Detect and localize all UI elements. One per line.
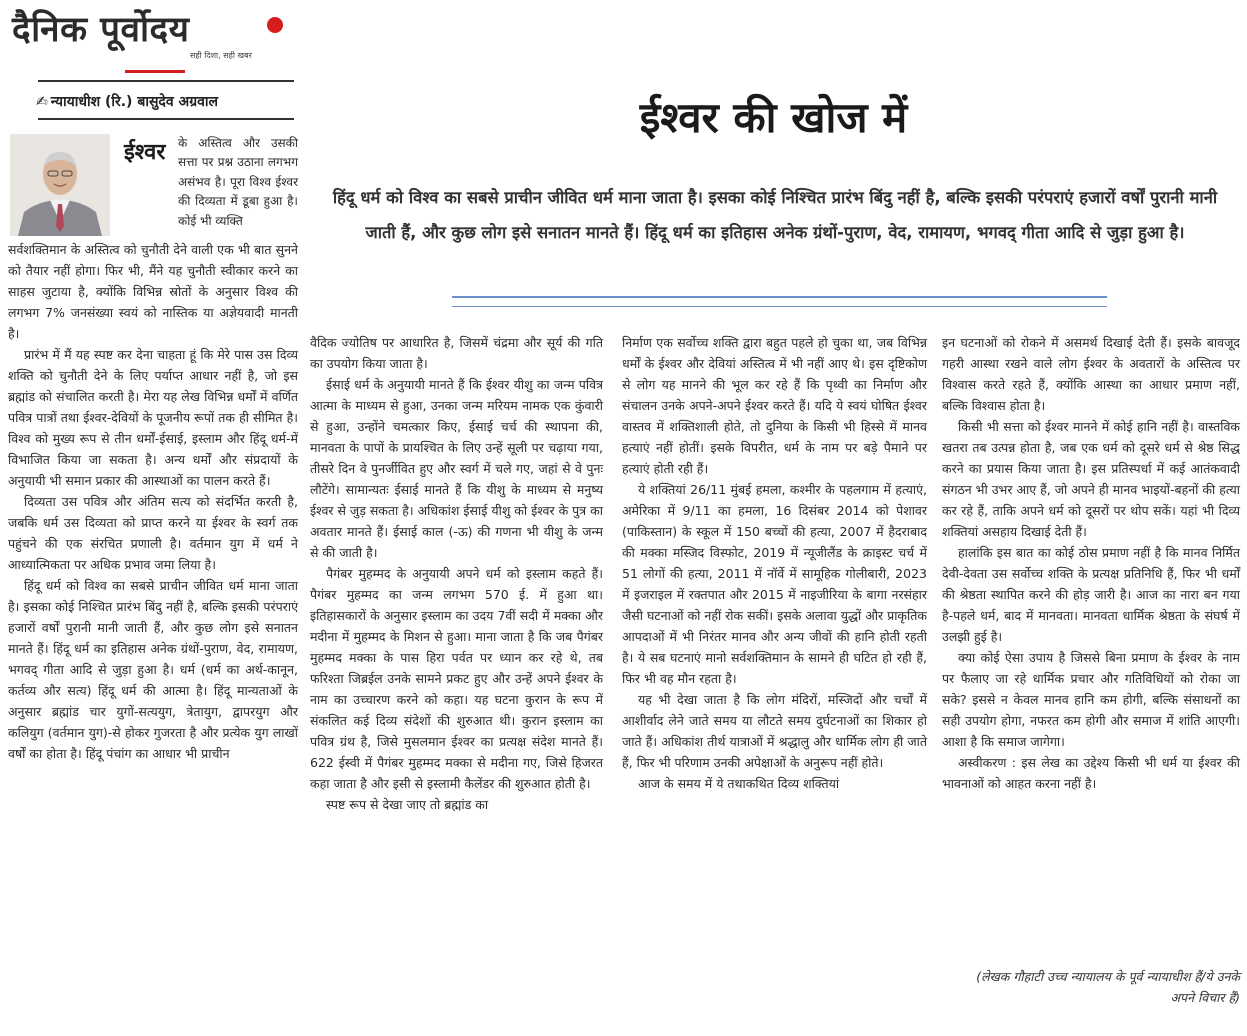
author-credit: (लेखक गौहाटी उच्च न्यायालय के पूर्व न्यायाधीश हैं/ये उनके अपने विचार हैं)	[976, 969, 1240, 1005]
col3-para: ये शक्तियां 26/11 मुंबई हमला, कश्मीर के पहलगाम में हत्याएं, अमेरिका में 9/11 का हमला, 16 दिसंबर 2014 को पेशावर (पाकिस्तान) के स्कूल में 150 बच्चों की हत्या, 2007 में हैदराबाद की मक्का मस्जिद विस्फोट, 2019 में न्यूजीलैंड के क्राइस्ट चर्च में 51 लोगों की हत्या, 2011 में नॉर्वे में सामूहिक गोलीबारी, 2023 में इजराइल में रक्तपात और 2015 में नाइजीरिया के बागा नरसंहार जैसी घटनाओं को नहीं रोक सकीं। इसके अलावा युद्धों और प्राकृतिक आपदाओं में भी निरंतर मानव और अन्य जीवों की हानि होती रहती है। ये सब घटनाएं मानो सर्वशक्तिमान के सामने ही घटित हो रही हैं, फिर भी वह मौन रहता है।	[622, 482, 927, 686]
col1-para: दिव्यता उस पवित्र और अंतिम सत्य को संदर्भित करती है, जबकि धर्म उस दिव्यता को प्राप्त करने या ईश्वर के स्वर्ग तक पहुंचने की एक संरचित प्रणाली है। वर्तमान युग में धर्म ने आध्यात्मिकता पर अधिक प्रभाव जमा लिया है।	[8, 494, 298, 572]
masthead-logo	[12, 8, 282, 70]
col2-para: वैदिक ज्योतिष पर आधारित है, जिसमें चंद्रमा और सूर्य की गति का उपयोग किया जाता है।	[310, 335, 603, 371]
logo-dot-icon	[267, 17, 283, 33]
article-title: ईश्वर की खोज में	[639, 93, 908, 142]
column-1-top	[178, 134, 298, 231]
col3-para: यह भी देखा जाता है कि लोग मंदिरों, मस्जिदों और चर्चों में आशीर्वाद लेने जाते समय या लौटते समय दुर्घटनाओं का शिकार हो जाते हैं। अधिकांश तीर्थ यात्राओं में श्रद्धालु और धार्मिक लोग ही जाते हैं, फिर भी परिणाम उनकी अपेक्षाओं के अनुरूप नहीं होते।	[622, 692, 927, 770]
col1-para: हिंदू धर्म को विश्व का सबसे प्राचीन जीवित धर्म माना जाता है। इसका कोई निश्चित प्रारंभ बिंदु नहीं है, बल्कि इसकी परंपराएं हजारों वर्षों पुरानी मानी जाती हैं, और कुछ लोग इसे सनातन मानते हैं। हिंदू धर्म का इतिहास अनेक ग्रंथों-पुराण, वेद, रामायण, भगवद् गीता आदि से जुड़ा हुआ है। धर्म (धर्म का अर्थ-कानून, कर्तव्य और सत्य) हिंदू धर्म की आत्मा है। हिंदू मान्यताओं के अनुसार ब्रह्मांड चार युगों-सत्ययुग, त्रेतायुग, द्वापरयुग और कलियुग (वर्तमान युग)-से होकर गुजरता है और प्रत्येक युग लाखों वर्षों का होता है। हिंदू पंचांग का आधार भी प्राचीन	[8, 578, 298, 761]
byline-bottom-rule	[38, 118, 294, 120]
col4-para: हालांकि इस बात का कोई ठोस प्रमाण नहीं है कि मानव निर्मित देवी-देवता उस सर्वोच्च शक्ति के प्रत्यक्ष प्रतिनिधि हैं, फिर भी धर्मों की श्रेष्ठता स्थापित करने की होड़ जारी है। आज का नारा बन गया है-पहले धर्म, बाद में मानवता। मानवता धार्मिक श्रेष्ठता के संघर्ष में उलझी हुई है।	[942, 545, 1240, 644]
logo-text: दैनिक पूर्वोदय	[12, 10, 190, 50]
column-2	[310, 332, 603, 815]
logo-tagline: सही दिशा, सही खबर	[190, 51, 252, 60]
author-portrait-icon	[10, 134, 110, 236]
author-name: न्यायाधीश (रि.) बासुदेव अग्रवाल	[50, 94, 218, 110]
col2-para: स्पष्ट रूप से देखा जाए तो ब्रह्मांड का	[326, 797, 489, 812]
logo-underline	[125, 70, 185, 73]
col1-top-text: के अस्तित्व और उसकी सत्ता पर प्रश्न उठाना लगभग असंभव है। पूरा विश्व ईश्वर की दिव्यता में डूबा हुआ है। कोई भी व्यक्ति	[178, 136, 298, 228]
col4-para: किसी भी सत्ता को ईश्वर मानने में कोई हानि नहीं है। वास्तविक खतरा तब उत्पन्न होता है, जब एक धर्म को दूसरे धर्म से श्रेष्ठ सिद्ध करने का प्रयास किया जाता है। इस प्रतिस्पर्धा में कई आतंकवादी संगठन भी उभर आए हैं, जो अपने ही मानव भाइयों-बहनों की हत्या कर रहे हैं, ताकि अपने धर्म को दूसरों पर थोप सकें। यहां भी दिव्य शक्तियां असहाय दिखाई देती हैं।	[942, 419, 1240, 539]
col1-para: सर्वशक्तिमान के अस्तित्व को चुनौती देने वाली एक भी बात सुनने को तैयार नहीं होगा। फिर भी, मैंने यह चुनौती स्वीकार करने का साहस जुटाया है, क्योंकि विभिन्न स्रोतों के अनुसार विश्व की लगभग 7% जनसंख्या स्वयं को नास्तिक या अज्ञेयवादी मानती है।	[8, 242, 298, 341]
col1-para: प्रारंभ में मैं यह स्पष्ट कर देना चाहता हूं कि मेरे पास उस दिव्य शक्ति को चुनौती देने के लिए पर्याप्त आधार नहीं है, जो इस ब्रह्मांड को संचालित करती है। मेरा यह लेख विभिन्न धर्मों में वर्णित पवित्र पात्रों तथा ईश्वर-देवियों के पूजनीय रूपों तक ही सीमित है। विश्व को मुख्य रूप से तीन धर्मों-ईसाई, इस्लाम और हिंदू धर्म-में विभाजित किया जा सकता है। अन्य धर्मों और संप्रदायों के अनुयायी भी समान प्रकार की आस्थाओं का पालन करते हैं।	[8, 347, 298, 488]
col4-para: इन घटनाओं को रोकने में असमर्थ दिखाई देती हैं। इसके बावजूद गहरी आस्था रखने वाले लोग ईश्वर के अवतारों के अस्तित्व पर विश्वास करते रहते हैं, क्योंकि आस्था का आधार प्रमाण नहीं, बल्कि विश्वास होता है।	[942, 335, 1240, 413]
drop-word: ईश्वर	[124, 140, 166, 165]
column-1	[8, 239, 298, 764]
pen-icon: ✍	[36, 94, 48, 110]
author-photo	[10, 134, 110, 236]
col3-para: निर्माण एक सर्वोच्च शक्ति द्वारा बहुत पहले हो चुका था, जब विभिन्न धर्मों के ईश्वर और देवियां अस्तित्व में भी नहीं आए थे। इस दृष्टिकोण से लोग यह मानने की भूल कर रहे हैं कि पृथ्वी का निर्माण और संचालन उनके अपने-अपने ईश्वर करते हैं। यदि ये स्वयं घोषित ईश्वर वास्तव में शक्तिशाली होते, तो दुनिया के किसी भी हिस्से में मानव हत्याएं नहीं होतीं। इसके विपरीत, धर्म के नाम पर बड़े पैमाने पर हत्याएं होती रही हैं।	[622, 335, 927, 476]
article-intro: हिंदू धर्म को विश्व का सबसे प्राचीन जीवित धर्म माना जाता है। इसका कोई निश्चित प्रारंभ बिंदु नहीं है, बल्कि इसकी परंपराएं हजारों वर्षों पुरानी मानी जाती हैं, और कुछ लोग इसे सनातन मानते हैं। हिंदू धर्म का इतिहास अनेक ग्रंथों-पुराण, वेद, रामायण, भगवद् गीता आदि से जुड़ा हुआ है।	[332, 188, 1218, 242]
col4-para: क्या कोई ऐसा उपाय है जिससे बिना प्रमाण के ईश्वर के नाम पर फैलाए जा रहे धार्मिक प्रचार और गतिविधियों को रोका जा सके? इससे न केवल मानव हानि कम होगी, बल्कि संसाधनों का सही उपयोग होगा, नफरत कम होगी और समाज में शांति आएगी। आशा है कि समाज जागेगा।	[942, 650, 1240, 749]
intro-divider	[452, 296, 1107, 307]
byline-top-rule	[38, 80, 294, 82]
col2-para: पैगंबर मुहम्मद के अनुयायी अपने धर्म को इस्लाम कहते हैं। पैगंबर मुहम्मद का जन्म लगभग 570 ई. में हुआ था। इतिहासकारों के अनुसार इस्लाम का उदय 7वीं सदी में मक्का और मदीना में मुहम्मद के मिशन से हुआ। माना जाता है कि जब पैगंबर मुहम्मद मक्का के पास हिरा पर्वत पर ध्यान कर रहे थे, तब फरिश्ता जिब्रईल उनके सामने प्रकट हुए और उन्हें अपने ईश्वर के नाम का उच्चारण करने को कहा। यह घटना कुरान के रूप में संकलित कई दिव्य संदेशों की शुरुआत थी। कुरान इस्लाम का पवित्र ग्रंथ है, जिसे मुसलमान ईश्वर का प्रत्यक्ष संदेश मानते हैं। 622 ईस्वी में पैगंबर मुहम्मद मक्का से मदीना गए, जिसे हिजरत कहा जाता है और इसी से इस्लामी कैलेंडर की शुरुआत होती है।	[310, 566, 603, 791]
col3-para: आज के समय में ये तथाकथित दिव्य शक्तियां	[638, 776, 840, 791]
column-4	[942, 332, 1240, 794]
col2-para: ईसाई धर्म के अनुयायी मानते हैं कि ईश्वर यीशु का जन्म पवित्र आत्मा के माध्यम से हुआ, उनका जन्म मरियम नामक एक कुंवारी से हुआ, उन्होंने चमत्कार किए, ईसाई चर्च की स्थापना की, मानवता के पापों के प्रायश्चित के लिए उन्हें सूली पर चढ़ाया गया, तीसरे दिन वे पुनर्जीवित हुए और स्वर्ग में चले गए, जहां से वे पुनः लौटेंगे। सामान्यतः ईसाई मानते हैं कि यीशु के माध्यम से मनुष्य ईश्वर से जुड़ सकता है। अधिकांश ईसाई यीशु को ईश्वर के पुत्र का अवतार मानते हैं। ईसाई काल (-ऊ) की गणना भी यीशु के जन्म से की जाती है।	[310, 377, 603, 560]
disclaimer: अस्वीकरण : इस लेख का उद्देश्य किसी भी धर्म या ईश्वर की भावनाओं को आहत करना नहीं है।	[942, 755, 1240, 791]
column-3	[622, 332, 927, 794]
byline	[36, 92, 298, 111]
